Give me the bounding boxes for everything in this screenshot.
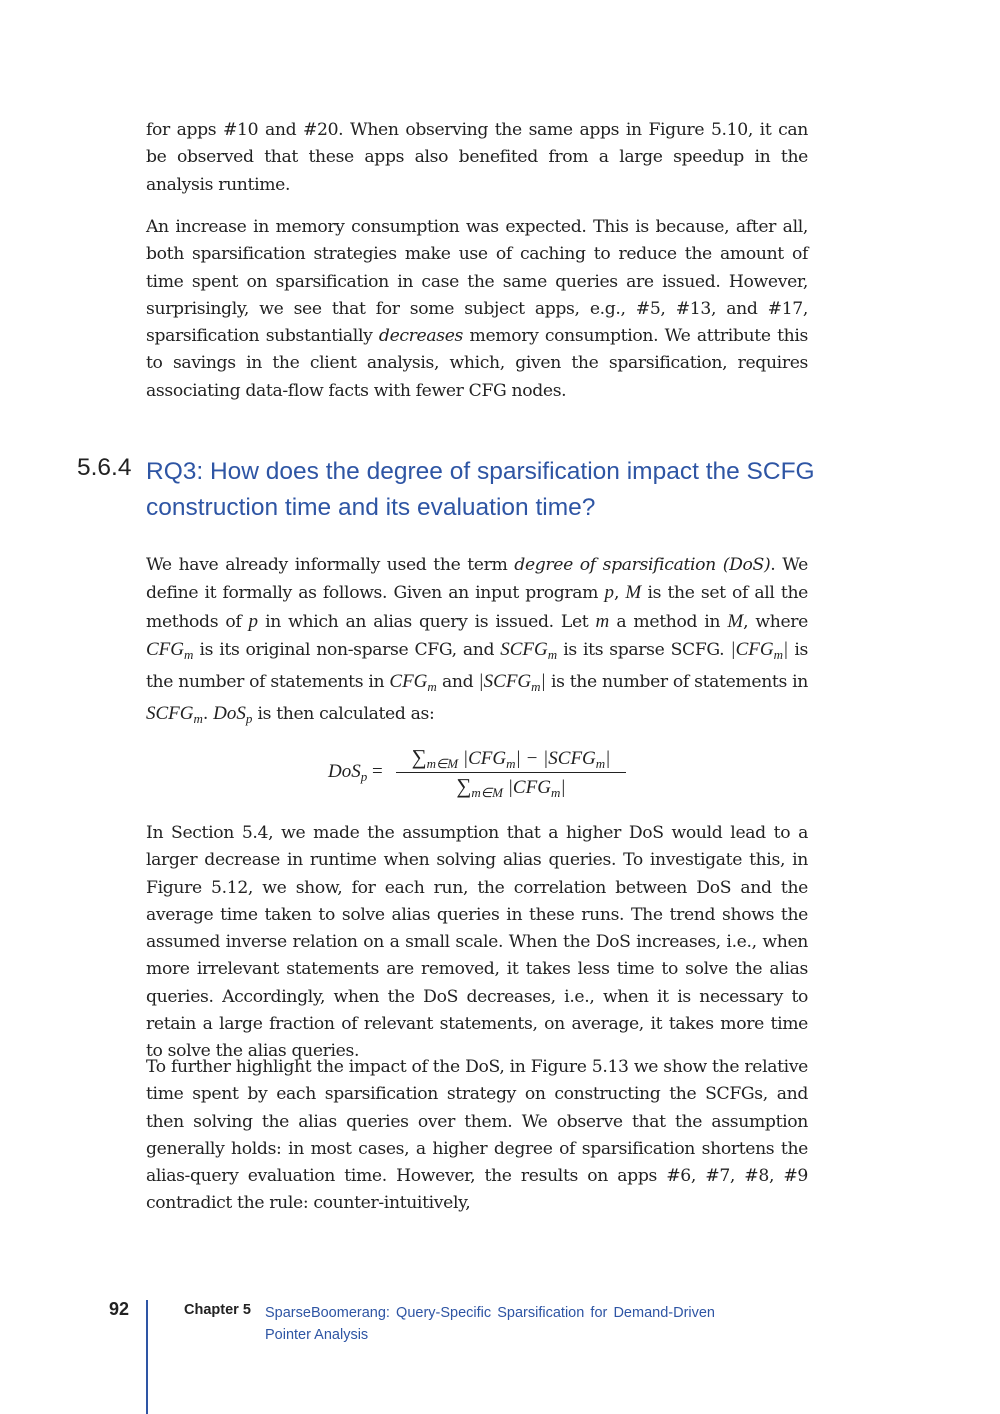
math-cfg-m: [389, 671, 437, 695]
math-m: m: [595, 610, 610, 632]
math-scfg-m: [146, 703, 203, 727]
sum-symbol: ∑: [411, 745, 427, 769]
math-scfg-m: [500, 639, 557, 660]
math-cfg-m: [146, 639, 193, 660]
paragraph-3-text: is then calculated as:: [252, 704, 435, 725]
paragraph-2: [146, 214, 808, 405]
equation-fraction: [396, 744, 626, 801]
numerator-cfg-subscript: m: [506, 756, 516, 771]
paragraph-3-text: is its original non-sparse CFG, and: [193, 639, 501, 660]
equation-lhs-subscript: p: [360, 769, 368, 784]
denominator-close: |: [560, 777, 566, 798]
paragraph-3-text: We have already informally used the term: [146, 555, 515, 575]
math-subscript: m: [773, 646, 784, 662]
paragraph-1: for apps #10 and #20. When observing the same apps in Figure 5.10, it can be observed that these apps also benefited from a large speedup in the analysis runtime.: [146, 120, 808, 195]
dos-equation: [0, 744, 1000, 804]
math-dos: DoS: [213, 703, 246, 725]
math-subscript: m: [427, 679, 437, 695]
paragraph-5: To further highlight the impact of the DoS, in Figure 5.13 we show the relative time spent by each sparsification strategy on constructing the SCFGs, and then solving the alias queries over them. We observe that the assumption generally holds: in most cases, a higher degree of sparsification shortens the alias-query evaluation time. However, the results on apps #6, #7, #8, #9 contradict the rule: counter-intuitively,: [146, 1057, 808, 1214]
paragraph-3-text: ,: [613, 583, 626, 604]
paragraph-3: [146, 552, 808, 733]
math-abs-scfg-m: [478, 671, 546, 695]
math-subscript: p: [245, 711, 253, 727]
math-scfg: SCFG: [500, 638, 548, 660]
paragraph-3-text: is the number of statements in: [545, 672, 808, 693]
math-cfg: CFG: [146, 638, 184, 660]
sum-subscript: m∈M: [471, 785, 503, 800]
paragraph-2-text-b: memory consumption. We attribute this to savings in the client analysis, which, given the sparsification, requires associating data-flow facts with fewer CFG nodes.: [146, 326, 808, 401]
math-M: M: [625, 582, 642, 604]
paragraph-3-text: in which an alias query is issued. Let: [257, 611, 596, 632]
paragraph-3-emphasis: degree of sparsification (DoS): [514, 555, 771, 575]
math-subscript: m: [531, 679, 541, 695]
paragraph-4: In Section 5.4, we made the assumption that a higher DoS would lead to a larger decrease in runtime when solving alias queries. To investigate this, in Figure 5.12, we show, for each run, the correlation between DoS and the average time taken to solve alias queries in these runs. The trend shows the assumed inverse relation on a small scale. When the DoS increases, i.e., when more irrelevant statements are removed, it takes less time to solve the alias queries. Accordingly, when the DoS decreases, i.e., when it is necessary to retain a large fraction of relevant statements, on average, it takes more time to solve the alias queries.: [146, 823, 808, 1062]
paragraph-3-text: and: [436, 672, 479, 693]
denominator-cfg: |CFG: [502, 777, 551, 798]
math-cfg: CFG: [389, 671, 428, 693]
equation-lhs-dos: DoS: [328, 761, 361, 782]
fraction-bar: [396, 772, 626, 773]
sum-subscript: m∈M: [426, 756, 459, 771]
numerator-scfg: | − |SCFG: [515, 748, 596, 769]
paragraph-3-text: is the set of all the methods of: [146, 583, 808, 632]
equation-denominator: [396, 774, 626, 801]
paragraph-3-text: is the number of statements in: [146, 639, 809, 693]
paragraph-3-text: . We define it formally as follows. Given an input program: [146, 555, 808, 604]
math-p: p: [248, 610, 258, 632]
footer-chapter-label: Chapter 5: [184, 1302, 251, 1318]
math-subscript: m: [193, 711, 203, 727]
numerator-close: |: [605, 748, 611, 769]
math-M: M: [727, 610, 744, 632]
paragraph-3-text: .: [202, 704, 214, 725]
math-bar: |: [540, 671, 546, 693]
math-bar: |: [783, 638, 789, 660]
paragraph-2-text-a: An increase in memory consumption was expected. This is because, after all, both sparsification strategies make use of caching to reduce the amount of time spent on sparsification in case the same queries are issued. However, surprisingly, we see that for some subject apps, e.g., #5, #13, and #17, sparsification substantially: [146, 217, 808, 347]
paragraph-2-emphasis: decreases: [378, 326, 464, 347]
paragraph-3-text: a method in: [609, 611, 728, 632]
math-subscript: m: [184, 646, 194, 662]
footer-chapter-title: SparseBoomerang: Query-Specific Sparsification for Demand-Driven Pointer Analysis: [265, 1305, 715, 1343]
footer-rule: [146, 1300, 148, 1414]
denominator-subscript: m: [550, 785, 561, 800]
numerator-scfg-subscript: m: [595, 756, 606, 771]
math-subscript: m: [547, 646, 558, 662]
equation-numerator: [396, 744, 626, 771]
paragraph-3-text: , where: [743, 611, 808, 632]
section-title: RQ3: How does the degree of sparsification impact the SCFG construction time and its evaluation time?: [146, 458, 815, 521]
paragraph-3-text: is its sparse SCFG.: [557, 639, 731, 660]
page-number: 92: [109, 1299, 130, 1319]
math-abs-cfg-m: [730, 639, 788, 660]
math-scfg: SCFG: [146, 703, 194, 725]
equation-lhs: [328, 761, 383, 785]
numerator-cfg: |CFG: [458, 748, 507, 769]
math-dos-p: [213, 703, 253, 727]
equation-equals: =: [367, 761, 383, 782]
math-abs-scfg: |SCFG: [478, 671, 532, 693]
section-number: 5.6.4: [77, 454, 132, 481]
sum-symbol: ∑: [456, 774, 472, 798]
math-p: p: [604, 582, 614, 604]
math-abs-cfg: |CFG: [730, 638, 774, 660]
